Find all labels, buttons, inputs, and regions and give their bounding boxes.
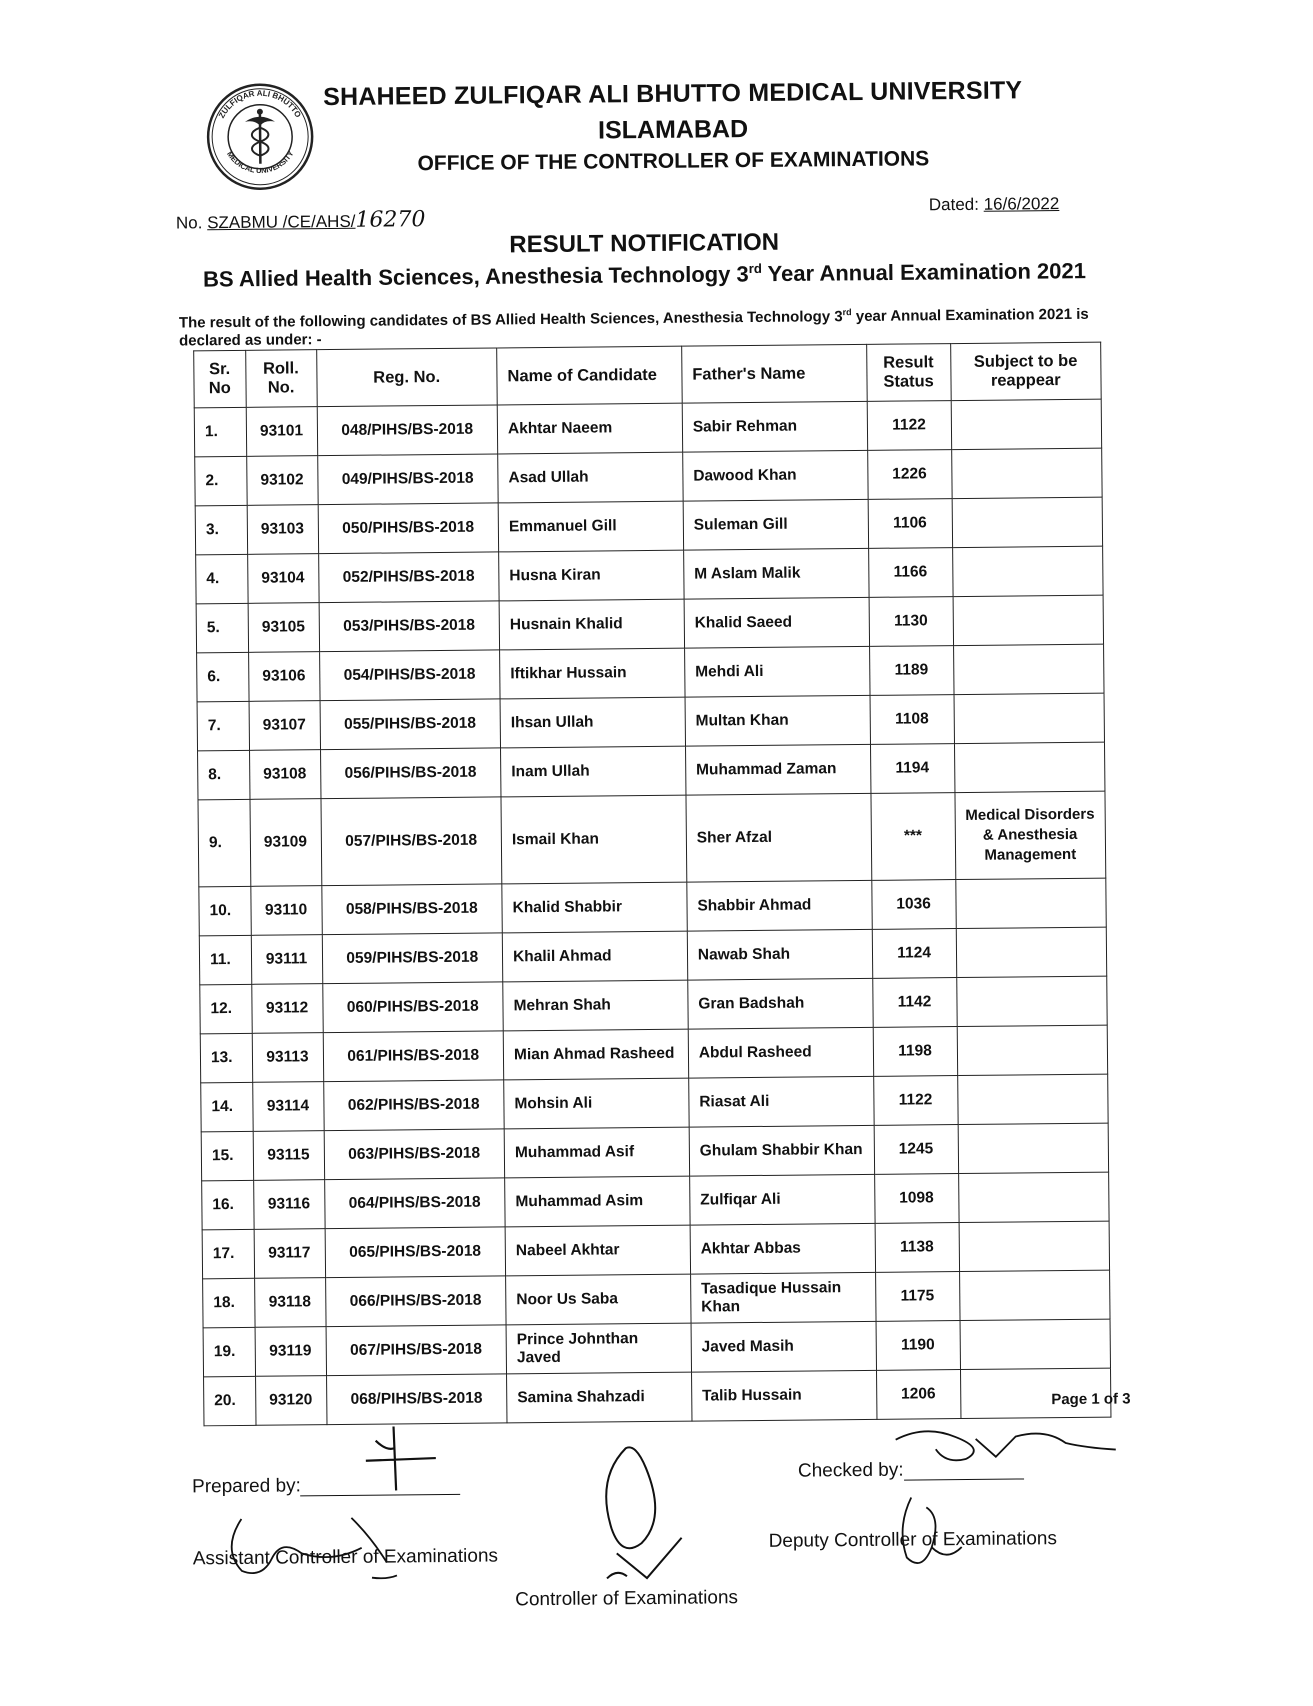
cell-result-status: 1206 <box>876 1370 960 1420</box>
cell-father-name: Javed Masih <box>691 1321 876 1372</box>
table-row <box>195 497 1102 555</box>
table-row <box>203 1319 1110 1377</box>
cell-result-status: 1166 <box>868 548 952 598</box>
cell-subject-reappear <box>960 1319 1111 1369</box>
cell-roll-no: 93116 <box>253 1180 324 1230</box>
cell-candidate-name: Ihsan Ullah <box>500 697 685 748</box>
results-table-body <box>194 399 1111 1426</box>
cell-sr-no: 9. <box>198 799 250 886</box>
exam-title: BS Allied Health Sciences, Anesthesia Technology 3rd Year Annual Examination 2021 <box>144 257 1144 293</box>
cell-candidate-name: Muhammad Asim <box>505 1176 690 1227</box>
table-row <box>200 1025 1107 1083</box>
cell-father-name: Abdul Rasheed <box>688 1027 873 1078</box>
office-name: OFFICE OF THE CONTROLLER OF EXAMINATIONS <box>293 146 1053 177</box>
cell-father-name: Shabbir Ahmad <box>687 880 872 931</box>
cell-result-status: 1198 <box>873 1027 957 1077</box>
cell-reg-no: 050/PIHS/BS-2018 <box>318 503 499 554</box>
header-sr-no: Sr. No <box>194 350 246 407</box>
cell-father-name: Akhtar Abbas <box>690 1223 875 1274</box>
cell-sr-no: 14. <box>201 1082 253 1131</box>
cell-candidate-name: Mohsin Ali <box>504 1078 689 1129</box>
checked-by-signature <box>885 1417 1126 1479</box>
cell-candidate-name: Iftikhar Hussain <box>500 648 685 699</box>
cell-sr-no: 12. <box>200 984 252 1033</box>
cell-candidate-name: Emmanuel Gill <box>498 501 683 552</box>
reference-handwritten-number: 16270 <box>355 207 425 233</box>
cell-result-status: 1190 <box>876 1321 960 1371</box>
cell-reg-no: 067/PIHS/BS-2018 <box>326 1325 507 1376</box>
table-row <box>194 399 1101 457</box>
cell-reg-no: 060/PIHS/BS-2018 <box>322 982 503 1033</box>
cell-subject-reappear <box>952 546 1103 596</box>
cell-sr-no: 20. <box>204 1376 256 1425</box>
cell-father-name: Muhammad Zaman <box>685 744 870 795</box>
cell-father-name: Multan Khan <box>685 695 870 746</box>
cell-subject-reappear <box>951 399 1102 449</box>
cell-candidate-name: Husnain Khalid <box>499 599 684 650</box>
reference-number <box>176 207 426 234</box>
cell-father-name: Nawab Shah <box>687 929 872 980</box>
cell-roll-no: 93112 <box>251 984 322 1034</box>
cell-reg-no: 049/PIHS/BS-2018 <box>317 454 498 505</box>
cell-result-status: 1245 <box>874 1125 958 1175</box>
cell-subject-reappear <box>958 1123 1109 1173</box>
page-number: Page 1 of 3 <box>1051 1390 1130 1408</box>
cell-subject-reappear <box>953 644 1104 694</box>
cell-sr-no: 13. <box>200 1033 252 1082</box>
cell-subject-reappear <box>957 1074 1108 1124</box>
results-table <box>193 342 1111 1427</box>
cell-result-status: 1124 <box>872 929 956 979</box>
cell-subject-reappear <box>951 448 1102 498</box>
cell-result-status: 1189 <box>869 646 953 696</box>
cell-father-name: Gran Badshah <box>688 978 873 1029</box>
cell-result-status: 1122 <box>867 401 951 451</box>
header-father-name: Father's Name <box>682 344 867 403</box>
cell-subject-reappear <box>956 976 1107 1026</box>
notification-title: RESULT NOTIFICATION <box>294 227 994 262</box>
cell-candidate-name: Prince Johnthan Javed <box>506 1323 691 1374</box>
cell-sr-no: 6. <box>197 652 249 701</box>
seal-text-top: ZULFIQAR ALI BHUTTO <box>217 88 303 120</box>
cell-roll-no: 93104 <box>247 554 318 604</box>
cell-sr-no: 5. <box>196 603 248 652</box>
cell-result-status: 1194 <box>870 744 954 794</box>
table-row <box>201 1074 1108 1132</box>
checked-by-label: Checked by: <box>798 1460 904 1483</box>
cell-roll-no: 93107 <box>249 701 320 751</box>
cell-father-name: Dawood Khan <box>683 450 868 501</box>
cell-candidate-name: Nabeel Akhtar <box>505 1225 690 1276</box>
cell-father-name: Khalid Saeed <box>684 597 869 648</box>
cell-subject-reappear <box>959 1221 1110 1271</box>
cell-reg-no: 058/PIHS/BS-2018 <box>321 884 502 935</box>
table-row <box>199 927 1106 985</box>
cell-father-name: M Aslam Malik <box>683 548 868 599</box>
cell-sr-no: 15. <box>201 1131 253 1180</box>
cell-sr-no: 8. <box>198 750 250 799</box>
table-row <box>199 878 1106 936</box>
cell-result-status: 1036 <box>871 880 955 930</box>
cell-reg-no: 065/PIHS/BS-2018 <box>325 1227 506 1278</box>
cell-roll-no: 93110 <box>250 886 321 936</box>
header-roll-no: Roll. No. <box>245 350 316 408</box>
dated-label: Dated: <box>929 195 979 214</box>
cell-result-status: 1175 <box>875 1272 959 1322</box>
cell-reg-no: 052/PIHS/BS-2018 <box>318 552 499 603</box>
cell-subject-reappear <box>952 497 1103 547</box>
table-row <box>198 742 1105 800</box>
assistant-controller-title: Assistant Controller of Examinations <box>193 1545 498 1570</box>
cell-candidate-name: Mehran Shah <box>503 980 688 1031</box>
cell-roll-no: 93119 <box>255 1327 326 1377</box>
cell-father-name: Talib Hussain <box>691 1370 876 1421</box>
prepared-by-label: Prepared by: <box>192 1475 301 1498</box>
cell-roll-no: 93108 <box>249 750 320 800</box>
reference-code: SZABMU /CE/AHS/ <box>207 212 355 232</box>
assistant-controller-signature <box>211 1507 412 1589</box>
cell-reg-no: 055/PIHS/BS-2018 <box>320 699 501 750</box>
cell-subject-reappear: Medical Disorders & Anesthesia Management <box>954 791 1105 879</box>
table-row <box>204 1368 1111 1426</box>
cell-roll-no: 93115 <box>253 1131 324 1181</box>
date-line <box>929 194 1060 215</box>
date-value: 16/6/2022 <box>984 194 1060 214</box>
table-row <box>198 791 1106 887</box>
cell-father-name: Zulfiqar Ali <box>689 1174 874 1225</box>
cell-roll-no: 93106 <box>248 652 319 702</box>
cell-roll-no: 93102 <box>246 456 317 506</box>
cell-roll-no: 93101 <box>246 407 317 457</box>
cell-result-status: 1138 <box>875 1223 959 1273</box>
table-row <box>195 448 1102 506</box>
cell-roll-no: 93117 <box>254 1229 325 1279</box>
cell-result-status: 1142 <box>872 978 956 1028</box>
cell-roll-no: 93118 <box>254 1278 325 1328</box>
cell-roll-no: 93113 <box>252 1033 323 1083</box>
header-result-status: Result Status <box>866 344 950 402</box>
cell-candidate-name: Mian Ahmad Rasheed <box>503 1029 688 1080</box>
cell-subject-reappear <box>957 1025 1108 1075</box>
cell-roll-no: 93111 <box>251 935 322 985</box>
cell-father-name: Tasadique Hussain Khan <box>690 1272 875 1323</box>
controller-signature <box>586 1438 697 1589</box>
cell-result-status: 1130 <box>869 597 953 647</box>
cell-reg-no: 064/PIHS/BS-2018 <box>324 1178 505 1229</box>
cell-candidate-name: Khalid Shabbir <box>502 882 687 933</box>
cell-candidate-name: Inam Ullah <box>501 746 686 797</box>
cell-roll-no: 93114 <box>252 1082 323 1132</box>
deputy-controller-signature <box>891 1487 972 1578</box>
cell-sr-no: 17. <box>202 1229 254 1278</box>
cell-candidate-name: Samina Shahzadi <box>507 1372 692 1423</box>
intro-paragraph: The result of the following candidates of BS Allied Health Sciences, Anesthesia Technology 3rd year Annual Examination 2021 is declared as under: - <box>179 301 1109 351</box>
cell-result-status: *** <box>871 793 956 881</box>
cell-candidate-name: Khalil Ahmad <box>502 931 687 982</box>
table-row <box>202 1221 1109 1279</box>
cell-reg-no: 048/PIHS/BS-2018 <box>317 405 498 456</box>
cell-reg-no: 057/PIHS/BS-2018 <box>320 797 501 886</box>
cell-reg-no: 068/PIHS/BS-2018 <box>326 1374 507 1425</box>
university-name: SHAHEED ZULFIQAR ALI BHUTTO MEDICAL UNIVERSITY <box>293 76 1053 112</box>
prepared-by-signature <box>355 1420 446 1511</box>
cell-reg-no: 056/PIHS/BS-2018 <box>320 748 501 799</box>
cell-father-name: Ghulam Shabbir Khan <box>689 1125 874 1176</box>
cell-subject-reappear <box>954 693 1105 743</box>
cell-roll-no: 93109 <box>250 799 322 887</box>
cell-sr-no: 1. <box>194 407 246 456</box>
table-row <box>196 546 1103 604</box>
cell-father-name: Riasat Ali <box>689 1076 874 1127</box>
cell-reg-no: 066/PIHS/BS-2018 <box>325 1276 506 1327</box>
cell-reg-no: 053/PIHS/BS-2018 <box>319 601 500 652</box>
cell-sr-no: 16. <box>202 1180 254 1229</box>
cell-subject-reappear <box>954 742 1105 792</box>
header-candidate-name: Name of Candidate <box>497 346 682 405</box>
reference-prefix: No. <box>176 213 203 232</box>
cell-roll-no: 93120 <box>255 1376 326 1426</box>
cell-reg-no: 059/PIHS/BS-2018 <box>322 933 503 984</box>
table-row <box>201 1123 1108 1181</box>
cell-sr-no: 11. <box>199 935 251 984</box>
cell-subject-reappear <box>955 878 1106 928</box>
cell-father-name: Sher Afzal <box>686 793 872 882</box>
cell-father-name: Suleman Gill <box>683 499 868 550</box>
university-city: ISLAMABAD <box>293 112 1053 148</box>
cell-candidate-name: Muhammad Asif <box>504 1127 689 1178</box>
cell-candidate-name: Ismail Khan <box>501 795 687 884</box>
cell-candidate-name: Asad Ullah <box>498 452 683 503</box>
cell-subject-reappear <box>956 927 1107 977</box>
cell-sr-no: 10. <box>199 886 251 935</box>
controller-title: Controller of Examinations <box>515 1587 738 1611</box>
seal-text-bottom: MEDICAL UNIVERSITY <box>225 149 296 175</box>
cell-reg-no: 062/PIHS/BS-2018 <box>323 1080 504 1131</box>
header-reg-no: Reg. No. <box>316 348 497 407</box>
cell-subject-reappear <box>953 595 1104 645</box>
cell-subject-reappear <box>959 1270 1110 1320</box>
cell-father-name: Mehdi Ali <box>684 646 869 697</box>
table-row <box>197 693 1104 751</box>
cell-result-status: 1122 <box>873 1076 957 1126</box>
cell-result-status: 1226 <box>867 450 951 500</box>
cell-subject-reappear <box>958 1172 1109 1222</box>
cell-sr-no: 19. <box>203 1327 255 1376</box>
cell-result-status: 1098 <box>874 1174 958 1224</box>
cell-roll-no: 93103 <box>247 505 318 555</box>
table-row <box>196 595 1103 653</box>
table-row <box>200 976 1107 1034</box>
cell-candidate-name: Akhtar Naeem <box>497 403 682 454</box>
table-header-row <box>194 342 1102 408</box>
cell-sr-no: 3. <box>195 505 247 554</box>
cell-candidate-name: Husna Kiran <box>499 550 684 601</box>
cell-sr-no: 4. <box>196 554 248 603</box>
table-row <box>202 1172 1109 1230</box>
table-row <box>197 644 1104 702</box>
cell-sr-no: 18. <box>203 1278 255 1327</box>
cell-reg-no: 061/PIHS/BS-2018 <box>323 1031 504 1082</box>
cell-sr-no: 2. <box>195 456 247 505</box>
table-row <box>203 1270 1110 1328</box>
cell-father-name: Sabir Rehman <box>682 401 867 452</box>
cell-sr-no: 7. <box>197 701 249 750</box>
header-subject-reappear: Subject to be reappear <box>950 342 1101 400</box>
cell-result-status: 1106 <box>868 499 952 549</box>
cell-result-status: 1108 <box>870 695 954 745</box>
cell-reg-no: 054/PIHS/BS-2018 <box>319 650 500 701</box>
cell-candidate-name: Noor Us Saba <box>506 1274 691 1325</box>
cell-reg-no: 063/PIHS/BS-2018 <box>324 1129 505 1180</box>
deputy-controller-title: Deputy Controller of Examinations <box>769 1528 1058 1553</box>
cell-roll-no: 93105 <box>248 603 319 653</box>
